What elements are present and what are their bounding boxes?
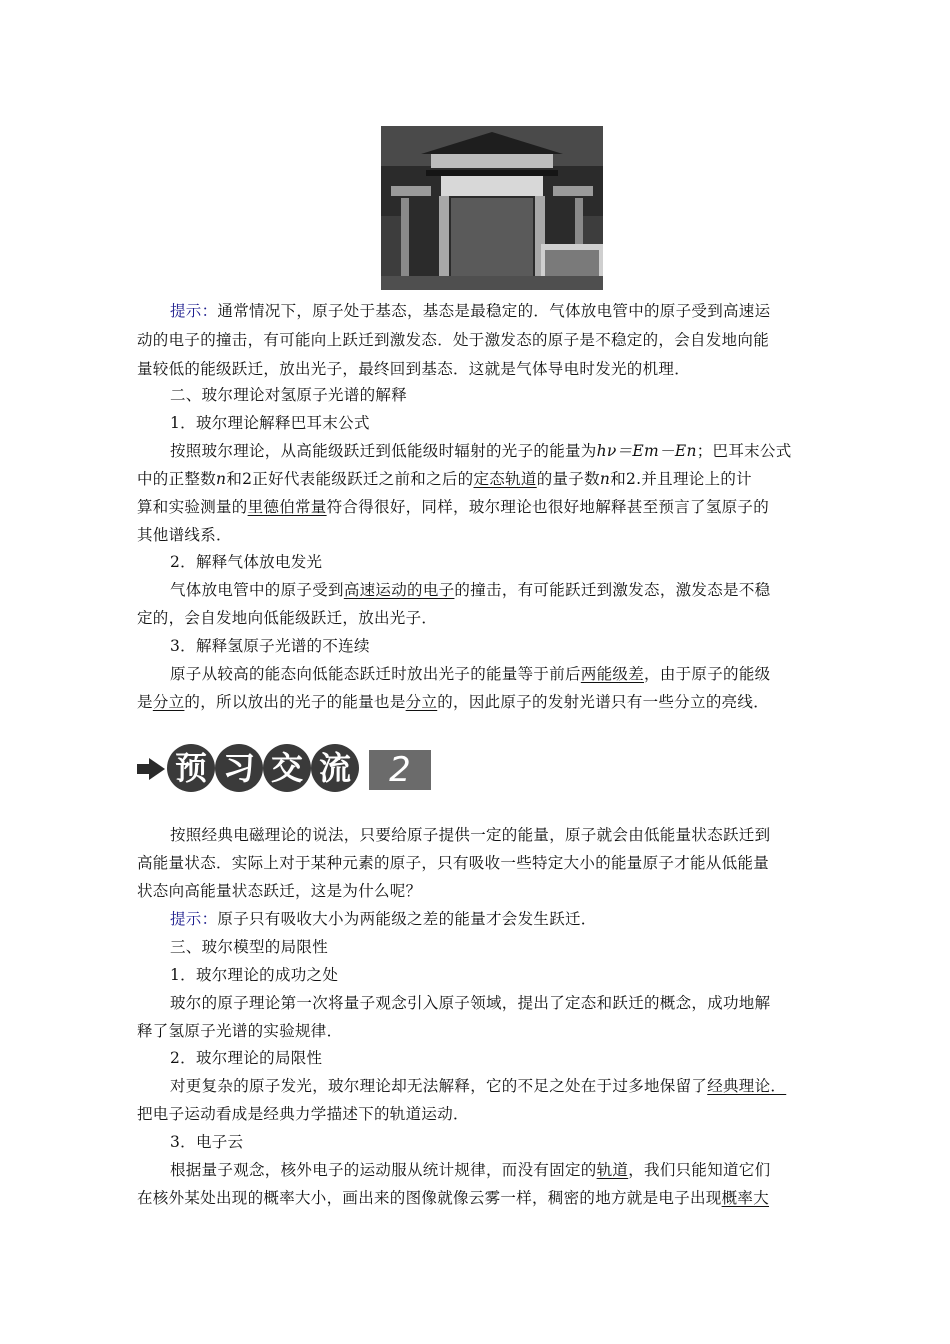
text: 符合得很好，同样，玻尔理论也很好地解释甚至预言了氢原子的 (326, 498, 770, 516)
text: 在核外某处出现的概率大小，画出来的图像就像云雾一样，稠密的地方就是电子出现 (137, 1189, 722, 1207)
banner-char: 习 (215, 744, 263, 792)
underlined-term: 概率大 (721, 1189, 770, 1207)
para-line: 量较低的能级跃迁，放出光子，最终回到基态．这就是气体导电时发光的机理． (137, 360, 691, 378)
text: 通常情况下，原子处于基态，基态是最稳定的．气体放电管中的原子受到高速运 (217, 302, 771, 320)
subsection-heading: 2．玻尔理论的局限性 (170, 1049, 323, 1067)
hint-line-1 (170, 301, 817, 321)
para-line (137, 469, 817, 489)
underlined-term: 分立 (405, 693, 438, 711)
hint-line-2 (170, 909, 817, 929)
subsection-heading: 1．玻尔理论的成功之处 (170, 966, 339, 984)
banner-char: 交 (263, 744, 311, 792)
underlined-term: 经典理论． (707, 1077, 787, 1095)
text: 的量子数 (536, 470, 600, 488)
text: 中的正整数 (137, 470, 217, 488)
para-line (170, 664, 817, 684)
underlined-term: 高速运动的电子 (343, 581, 455, 599)
text: 和2正好代表能级跃迁之前和之后的 (226, 470, 474, 488)
underlined-term: 里德伯常量 (247, 498, 327, 516)
section-heading: 三、玻尔模型的局限性 (170, 938, 329, 956)
text: 算和实验测量的 (137, 498, 248, 516)
hint-label: 提示： (170, 302, 218, 320)
para-line (170, 1160, 817, 1180)
para-line: 释了氢原子光谱的实验规律． (137, 1022, 343, 1040)
text: 对更复杂的原子发光，玻尔理论却无法解释，它的不足之处在于过多地保留了 (170, 1077, 708, 1095)
text: 原子只有吸收大小为两能级之差的能量才会发生跃迁． (217, 910, 597, 928)
para-line (170, 441, 817, 461)
banner-char: 预 (167, 744, 215, 792)
para-line (170, 580, 817, 600)
para-line: 高能量状态．实际上对于某种元素的原子，只有吸收一些特定大小的能量原子才能从低能量 (137, 854, 770, 872)
underlined-term: 定态轨道 (473, 470, 537, 488)
text: 是 (137, 693, 153, 711)
banner-number-wrap (0, 744, 440, 794)
para-line: 其他谱线系． (137, 526, 232, 544)
subsection-heading: 3．电子云 (170, 1133, 244, 1151)
archway-photo (381, 126, 603, 290)
banner-char: 流 (311, 744, 359, 792)
para-line (170, 1076, 817, 1096)
subsection-heading: 1．玻尔理论解释巴耳末公式 (170, 414, 370, 432)
para-line: 玻尔的原子理论第一次将量子观念引入原子领域，提出了定态和跃迁的概念，成功地解 (170, 994, 771, 1012)
text: 气体放电管中的原子受到 (170, 581, 344, 599)
text: ，我们只能知道它们 (628, 1161, 771, 1179)
para-line (137, 692, 817, 712)
para-line: 把电子运动看成是经典力学描述下的轨道运动． (137, 1105, 469, 1123)
para-line: 定的，会自发地向低能级跃迁，放出光子． (137, 609, 438, 627)
hint-label: 提示： (170, 910, 218, 928)
para-line: 状态向高能量状态跃迁，这是为什么呢？ (137, 882, 422, 900)
subsection-heading: 3．解释氢原子光谱的不连续 (170, 637, 370, 655)
var-n: n (216, 470, 227, 488)
text: 按照玻尔理论，从高能级跃迁到低能级时辐射的光子的能量为 (170, 442, 597, 460)
underlined-term: 两能级差 (580, 665, 645, 683)
text: 的撞击，有可能跃迁到激发态，激发态是不稳 (454, 581, 771, 599)
underlined-term: 轨道 (596, 1161, 629, 1179)
formula: hν＝Em－En (596, 442, 697, 460)
para-line (137, 497, 817, 517)
para-line: 按照经典电磁理论的说法，只要给原子提供一定的能量，原子就会由低能量状态跃迁到 (170, 826, 771, 844)
text: ，由于原子的能级 (644, 665, 771, 683)
underlined-term: 分立 (152, 693, 185, 711)
text: 和2.并且理论上的计 (610, 470, 752, 488)
text: 根据量子观念，核外电子的运动服从统计规律，而没有固定的 (170, 1161, 597, 1179)
text: ；巴耳末公式 (696, 442, 792, 460)
banner-number: 2 (369, 750, 431, 790)
text: 原子从较高的能态向低能态跃迁时放出光子的能量等于前后 (170, 665, 581, 683)
text: 的，因此原子的发射光谱只有一些分立的亮线． (437, 693, 770, 711)
para-line: 动的电子的撞击，有可能向上跃迁到激发态．处于激发态的原子是不稳定的，会自发地向能 (137, 331, 770, 349)
section-heading: 二、玻尔理论对氢原子光谱的解释 (170, 386, 408, 404)
var-n: n (599, 470, 611, 488)
text: 的，所以放出的光子的能量也是 (184, 693, 406, 711)
subsection-heading: 2．解释气体放电发光 (170, 553, 323, 571)
para-line (137, 1188, 817, 1208)
